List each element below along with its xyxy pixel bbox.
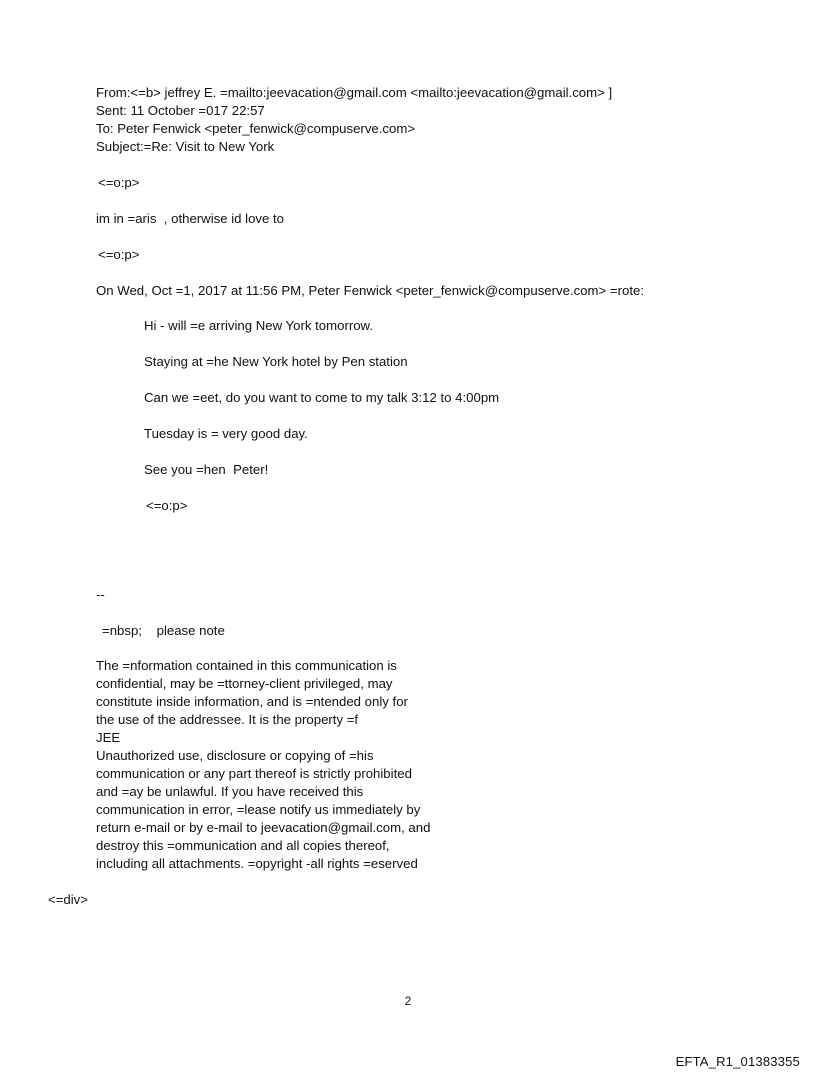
disclaimer-line: communication or any part thereof is strictly prohibited: [96, 766, 412, 781]
reply-text: im in =aris , otherwise id love to: [96, 211, 284, 226]
disclaimer-line: and =ay be unlawful. If you have received this: [96, 784, 364, 799]
disclaimer-line: return e-mail or by e-mail to jeevacation@gmail.com, and: [96, 820, 431, 835]
quoted-line: See you =hen Peter!: [144, 462, 269, 477]
disclaimer-line: communication in error, =lease notify us immediately by: [96, 802, 421, 817]
disclaimer-line: including all attachments. =opyright -all rights =eserved: [96, 856, 418, 871]
page-number: 2: [404, 994, 412, 1008]
disclaimer-line: destroy this =ommunication and all copies thereof,: [96, 838, 390, 853]
email-from-line: From:<=b> jeffrey E. =mailto:jeevacation@gmail.com <mailto:jeevacation@gmail.com> ]: [96, 85, 613, 100]
disclaimer-line: confidential, may be =ttorney-client privileged, may: [96, 676, 393, 691]
disclaimer-line: Unauthorized use, disclosure or copying of =his: [96, 748, 374, 763]
quoted-line: Tuesday is = very good day.: [144, 426, 308, 441]
document-id: EFTA_R1_01383355: [675, 1054, 800, 1069]
signature-separator: --: [96, 587, 105, 602]
quoted-line: Can we =eet, do you want to come to my talk 3:12 to 4:00pm: [144, 390, 500, 405]
quote-intro-line: On Wed, Oct =1, 2017 at 11:56 PM, Peter Fenwick <peter_fenwick@compuserve.com> =rote:: [96, 283, 644, 298]
disclaimer-line: The =nformation contained in this communication is: [96, 658, 397, 673]
disclaimer-line: the use of the addressee. It is the property =f: [96, 712, 359, 727]
markup-artifact: <=o:p>: [98, 175, 140, 190]
disclaimer-line: constitute inside information, and is =ntended only for: [96, 694, 408, 709]
quoted-line: Staying at =he New York hotel by Pen station: [144, 354, 408, 369]
markup-artifact: <=o:p>: [98, 247, 140, 262]
markup-artifact: <=o:p>: [146, 498, 188, 513]
email-subject-line: Subject:=Re: Visit to New York: [96, 139, 275, 154]
trailing-markup-tag: <=div>: [48, 892, 88, 907]
email-sent-line: Sent: 11 October =017 22:57: [96, 103, 265, 118]
signature-note: =nbsp; please note: [102, 623, 225, 638]
disclaimer-line: JEE: [96, 730, 121, 745]
email-to-line: To: Peter Fenwick <peter_fenwick@compuserve.com>: [96, 121, 416, 136]
quoted-line: Hi - will =e arriving New York tomorrow.: [144, 318, 374, 333]
